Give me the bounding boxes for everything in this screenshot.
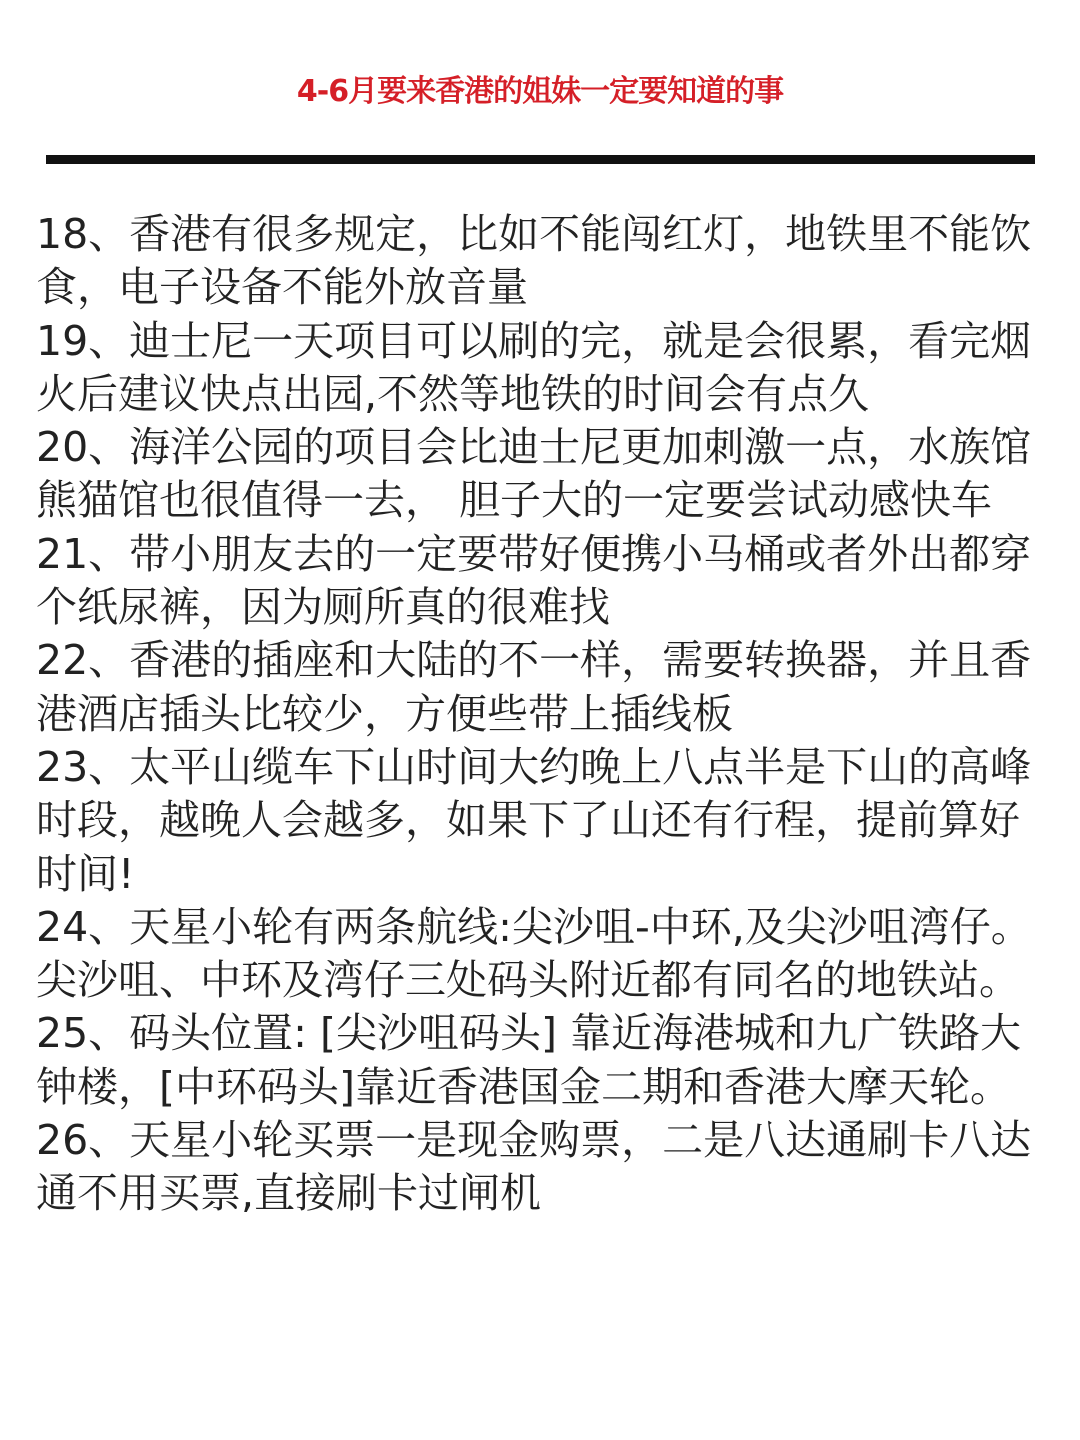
page-title: 4-6月要来香港的姐妹一定要知道的事: [296, 74, 784, 109]
tip-item: 19、迪士尼一天项目可以刷的完，就是会很累，看完烟火后建议快点出园,不然等地铁的时间会有点久: [36, 316, 1032, 418]
tip-item: 24、天星小轮有两条航线:尖沙咀-中环,及尖沙咀湾仔。尖沙咀、中环及湾仔三处码头附近都有同名的地铁站。: [36, 902, 1032, 1005]
tip-item: 18、香港有很多规定，比如不能闯红灯，地铁里不能饮食，电子设备不能外放音量: [36, 210, 1032, 312]
tip-item: 25、码头位置: [尖沙咀码头] 靠近海港城和九广铁路大钟楼，[中环码头]靠近香港国金二期和香港大摩天轮。: [36, 1009, 1022, 1111]
tip-item: 20、海洋公园的项目会比迪士尼更加刺激一点，水族馆熊猫馆也很值得一去， 胆子大的一定要尝试动感快车: [36, 423, 1032, 525]
title-divider: [46, 155, 1035, 164]
tip-item: 26、天星小轮买票一是现金购票，二是八达通刷卡八达通不用买票,直接刷卡过闸机: [36, 1116, 1032, 1218]
tip-item: 23、太平山缆车下山时间大约晚上八点半是下山的高峰时段，越晚人会越多，如果下了山还有行程，提前算好时间!: [36, 742, 1032, 898]
tip-item: 21、带小朋友去的一定要带好便携小马桶或者外出都穿个纸尿裤，因为厕所真的很难找: [36, 529, 1032, 632]
tip-item: 22、香港的插座和大陆的不一样，需要转换器，并且香港酒店插头比较少，方便些带上插线板: [36, 636, 1032, 738]
tips-list: [36, 208, 1046, 1221]
